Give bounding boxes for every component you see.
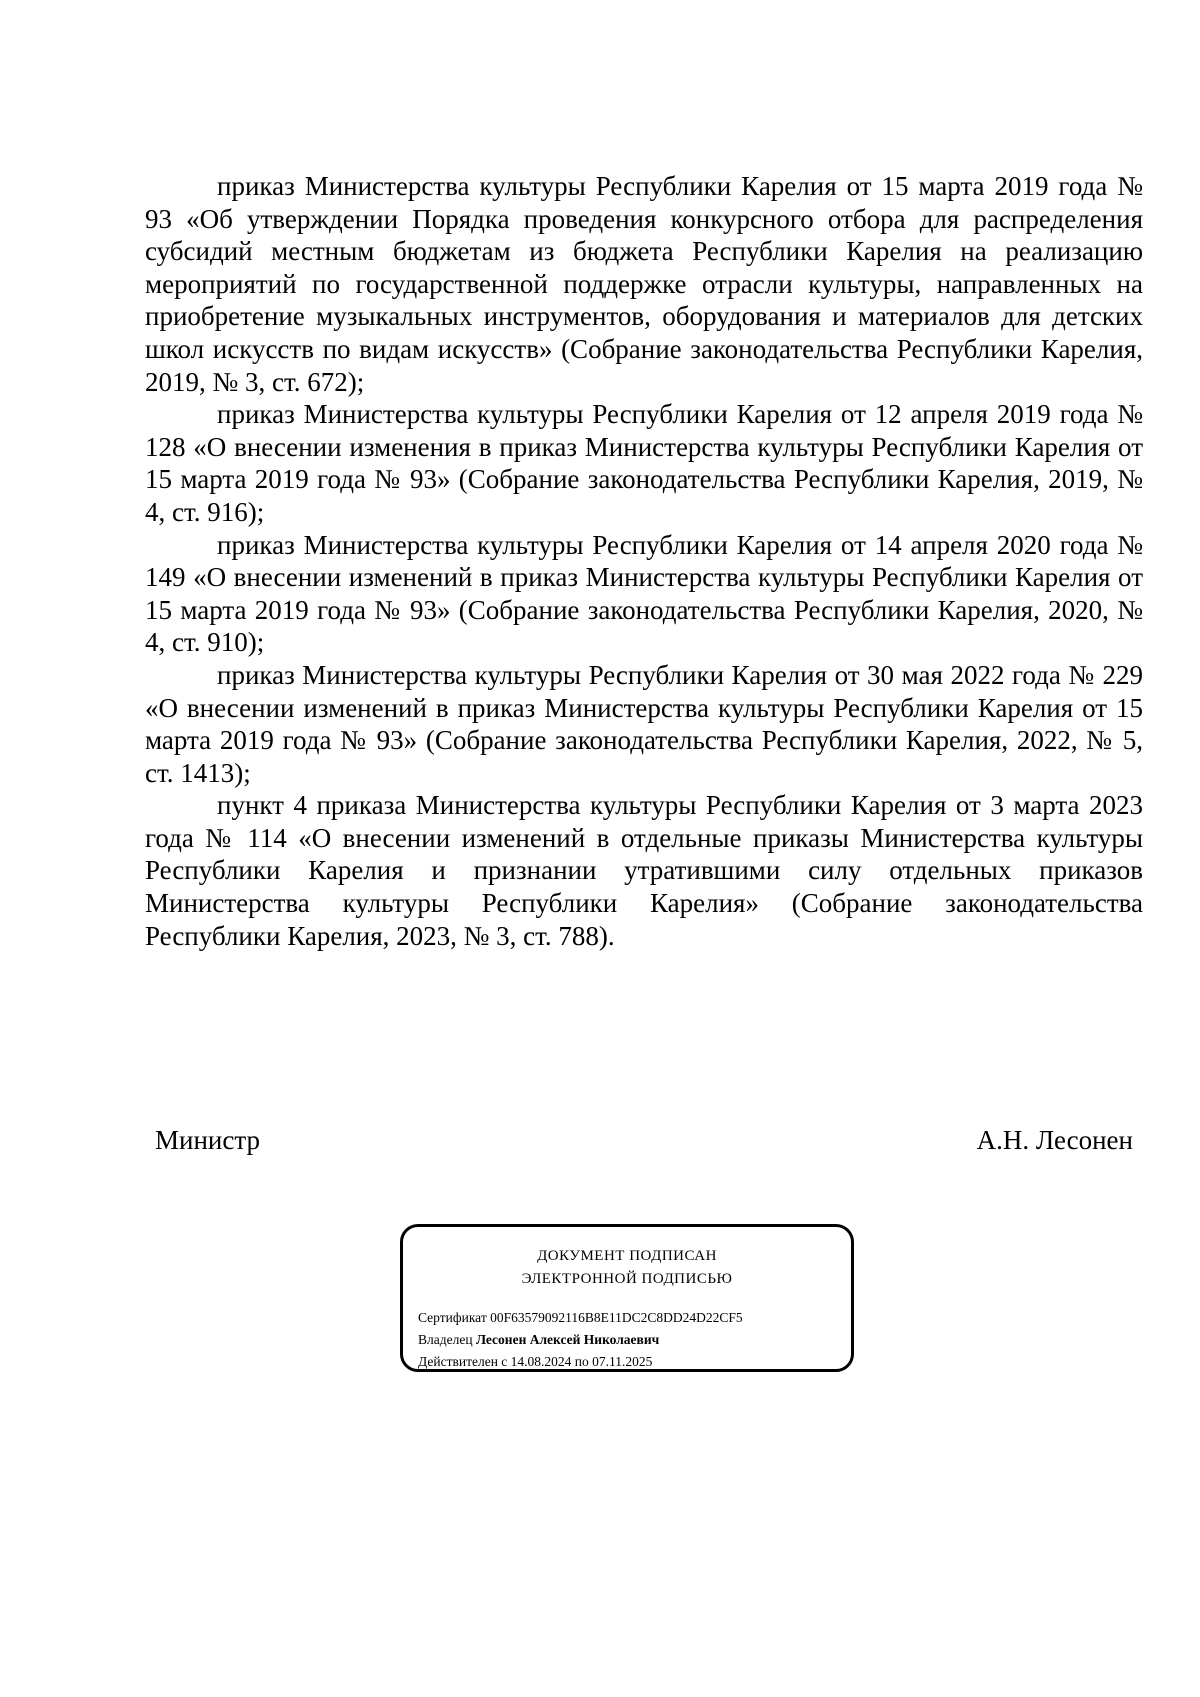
signer-title: Министр: [155, 1125, 260, 1155]
certificate-line: [418, 1307, 743, 1329]
validity-line: [418, 1351, 743, 1373]
document-body: [145, 170, 1143, 952]
validity-from: 14.08.2024: [510, 1354, 572, 1369]
owner-label: Владелец: [418, 1332, 473, 1347]
validity-label: Действителен с: [418, 1354, 508, 1369]
stamp-header-line: ДОКУМЕНТ ПОДПИСАН: [537, 1248, 717, 1264]
paragraph: приказ Министерства культуры Республики Карелия от 14 апреля 2020 года № 149 «О внесении изменений в приказ Министерства культуры Республики Карелия от 15 марта 2019 года № 93» (Собрание законодательства Республики Карелия, 2020, № 4, ст. 910);: [145, 529, 1143, 658]
paragraph: приказ Министерства культуры Республики Карелия от 30 мая 2022 года № 229 «О внесении изменений в приказ Министерства культуры Республики Карелия от 15 марта 2019 года № 93» (Собрание законодательства Республики Карелия, 2022, № 5, ст. 1413);: [145, 659, 1143, 788]
stamp-details: [418, 1307, 743, 1373]
stamp-header-line: ЭЛЕКТРОННОЙ ПОДПИСЬЮ: [521, 1271, 733, 1287]
certificate-label: Сертификат: [418, 1310, 487, 1325]
certificate-value: 00F63579092116B8E11DC2C8DD24D22CF5: [490, 1310, 743, 1325]
paragraph: приказ Министерства культуры Республики Карелия от 15 марта 2019 года № 93 «Об утверждении Порядка проведения конкурсного отбора для распределения субсидий местным бюджетам из бюджета Республики Карелия на реализацию мероприятий по государственной поддержке отрасли культуры, направленных на приобретение музыкальных инструментов, оборудования и материалов для детских школ искусств по видам искусств» (Собрание законодательства Республики Карелия, 2019, № 3, ст. 672);: [145, 171, 1143, 397]
paragraph: пункт 4 приказа Министерства культуры Республики Карелия от 3 марта 2023 года № 114 «О внесении изменений в отдельные приказы Министерства культуры Республики Карелия и признании утратившими силу отдельных приказов Министерства культуры Республики Карелия» (Собрание законодательства Республики Карелия, 2023, № 3, ст. 788).: [145, 790, 1143, 951]
owner-line: [418, 1329, 743, 1351]
electronic-signature-stamp: [400, 1224, 854, 1372]
signer-name: А.Н. Лесонен: [976, 1125, 1133, 1155]
owner-value: Лесонен Алексей Николаевич: [475, 1332, 660, 1347]
stamp-header: [403, 1245, 851, 1291]
validity-to: 07.11.2025: [592, 1354, 653, 1369]
paragraph: приказ Министерства культуры Республики Карелия от 12 апреля 2019 года № 128 «О внесении изменения в приказ Министерства культуры Республики Карелия от 15 марта 2019 года № 93» (Собрание законодательства Республики Карелия, 2019, № 4, ст. 916);: [145, 399, 1143, 527]
validity-to-label: по: [574, 1354, 589, 1369]
signature-block: [155, 1122, 1133, 1162]
